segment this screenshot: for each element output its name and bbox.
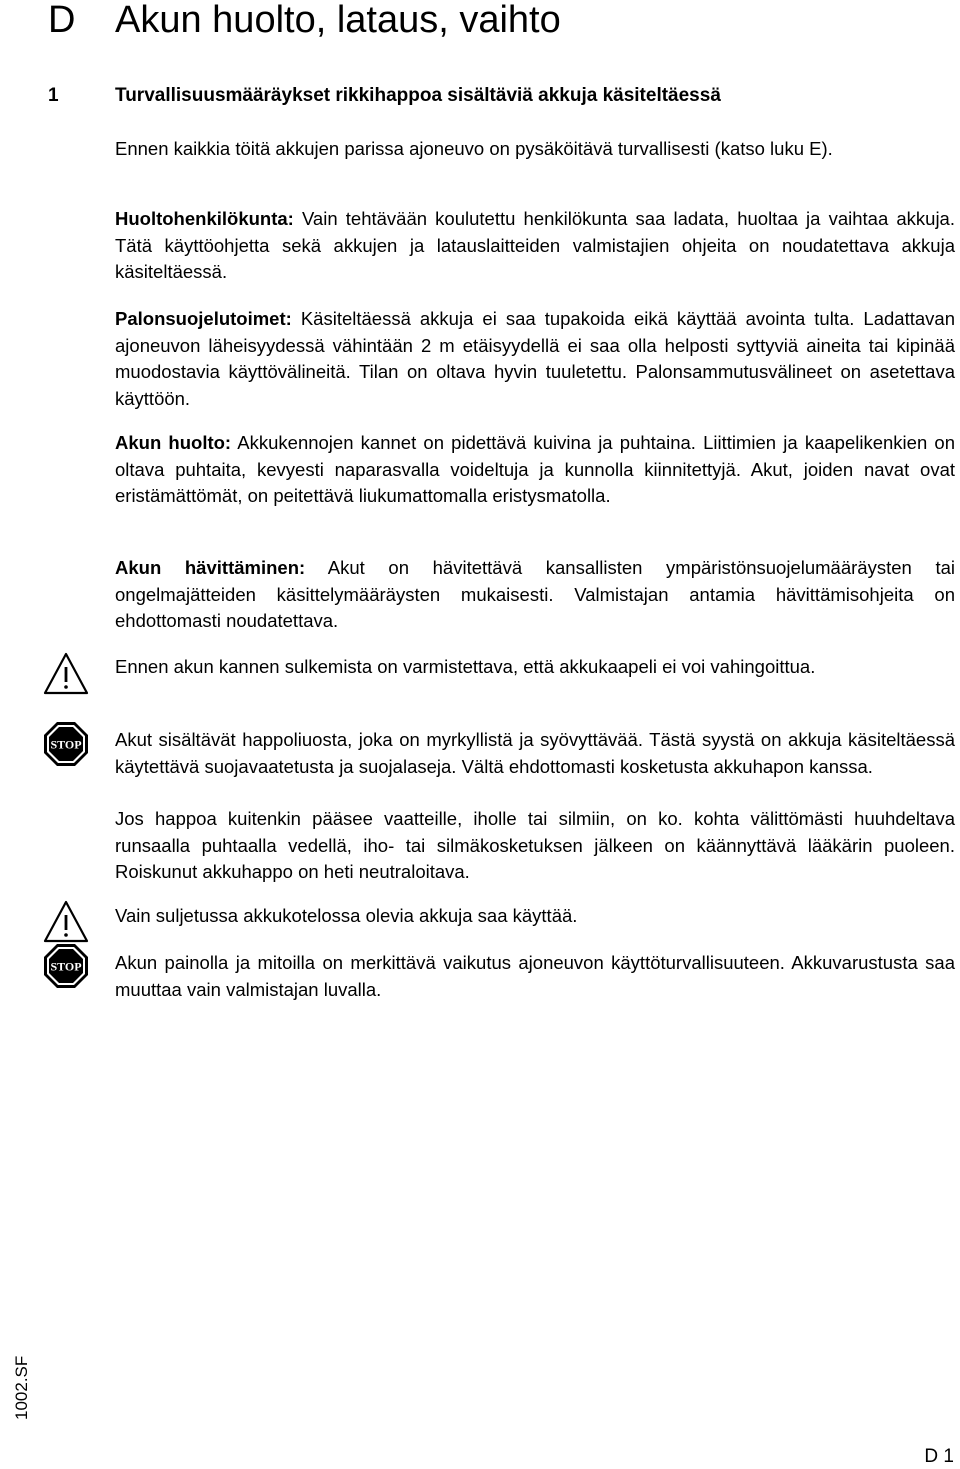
intro-paragraph: Ennen kaikkia töitä akkujen parissa ajoneuvo on pysäköitävä turvallisesti (katso luku E). <box>115 138 833 159</box>
chapter-title: Akun huolto, lataus, vaihto <box>115 0 561 41</box>
stop-sign-label: STOP <box>50 959 82 974</box>
disposal-label: Akun hävittäminen: <box>115 557 306 578</box>
warning-triangle-icon <box>42 898 90 946</box>
maintenance-text: Akkukennojen kannet on pidettävä kuivina ja puhtaina. Liittimien ja kaapelikenkien on oltava puhtaita, kevyesti naparasvalla voideltuja ja kunnolla kiinnitettyjä. Akut, joiden navat ovat eristämättömät, on peitettävä liukumattomalla eristysmatolla. <box>115 432 956 506</box>
page-number: D 1 <box>924 1446 954 1467</box>
stop-acid-paragraph-2: Jos happoa kuitenkin pääsee vaatteille, iholle tai silmiin, on ko. kohta välittömästi huuhdeltava runsaalla puhtaalla vedellä, iho- tai silmäkosketuksen jälkeen on käännyttävä lääkärin puoleen. Roiskunut akkuhappo on heti neutraloitava. <box>115 808 955 882</box>
side-document-code: 1002.SF <box>12 1355 31 1420</box>
stop-sign-icon <box>42 720 90 768</box>
warning-housing-paragraph: Vain suljetussa akkukotelossa olevia akkuja saa käyttää. <box>115 905 578 926</box>
stop-acid-paragraph-1: Akut sisältävät happoliuosta, joka on myrkyllistä ja syövyttävää. Tästä syystä on akkuja käsiteltäessä käytettävä suojavaatetusta ja suojalaseja. Vältä ehdottomasti kosketusta akkuhapon kanssa. <box>115 729 955 777</box>
staff-text: Vain tehtävään koulutettu henkilökunta saa ladata, huoltaa ja vaihtaa akkuja. Tätä käyttöohjetta sekä akkujen ja latauslaitteiden valmistajien ohjeita on noudatettava akkuja käsiteltäessä. <box>115 208 955 282</box>
staff-label: Huoltohenkilökunta: <box>115 208 294 229</box>
fire-label: Palonsuojelutoimet: <box>115 308 292 329</box>
stop-sign-icon <box>42 942 90 990</box>
fire-paragraph <box>115 306 955 412</box>
chapter-letter: D <box>48 0 76 41</box>
stop-weight-paragraph: Akun painolla ja mitoilla on merkittävä vaikutus ajoneuvon käyttöturvallisuuteen. Akkuvarustusta saa muuttaa vain valmistajan luvalla. <box>115 952 955 1000</box>
warning-triangle-icon <box>42 650 90 698</box>
fire-text: Käsiteltäessä akkuja ei saa tupakoida eikä käyttää avointa tulta. Ladattavan ajoneuvon läheisyydessä vähintään 2 m etäisyydellä ei saa olla helposti syttyviä aineita tai kipinää muodostavia käyttövälineitä. Tilan on oltava hyvin tuuletettu. Palonsammutusvälineet on asetettava käyttöön. <box>115 308 955 409</box>
staff-paragraph <box>115 206 955 286</box>
maintenance-paragraph <box>115 430 955 510</box>
section-number: 1 <box>48 85 59 106</box>
section-title: Turvallisuusmääräykset rikkihappoa sisältäviä akkuja käsiteltäessä <box>115 85 721 106</box>
disposal-paragraph <box>115 555 955 635</box>
disposal-text: Akut on hävitettävä kansallisten ympäristönsuojelumääräysten tai ongelmajätteiden käsittelymääräysten mukaisesti. Valmistajan antamia hävittämisohjeita on ehdottomasti noudatettava. <box>115 557 955 631</box>
warning-cable-paragraph: Ennen akun kannen sulkemista on varmistettava, että akkukaapeli ei voi vahingoittua. <box>115 656 816 677</box>
stop-sign-label: STOP <box>50 737 82 752</box>
maintenance-label: Akun huolto: <box>115 432 232 453</box>
